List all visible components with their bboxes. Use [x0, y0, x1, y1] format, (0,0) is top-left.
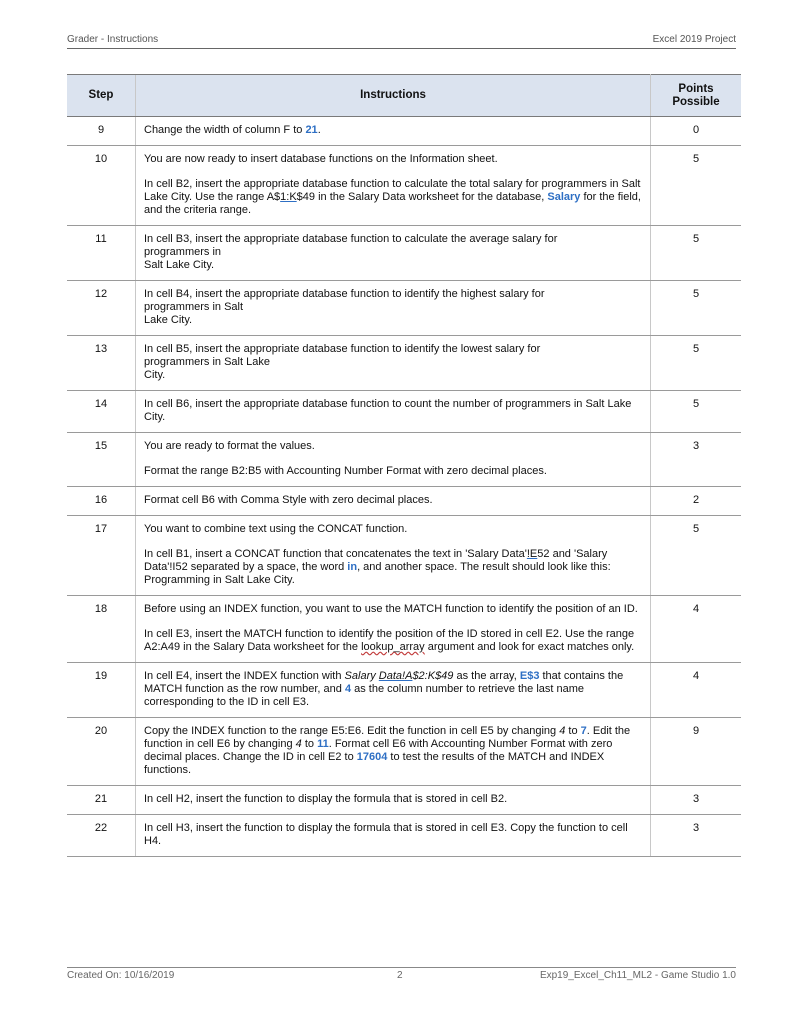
instruction-text: In cell B5, insert the appropriate database function to identify the lowest salary for programmers in Salt Lake City.	[136, 336, 651, 391]
step-number: 17	[67, 516, 136, 596]
points-value: 3	[651, 815, 742, 857]
table-row	[67, 146, 741, 226]
step-number: 13	[67, 336, 136, 391]
points-value: 0	[651, 117, 742, 146]
step-number: 22	[67, 815, 136, 857]
step-number: 18	[67, 596, 136, 663]
step-number: 11	[67, 226, 136, 281]
table-row	[67, 391, 741, 433]
step-number: 16	[67, 487, 136, 516]
points-value: 3	[651, 433, 742, 487]
instruction-text: Change the width of column F to 21.	[136, 117, 651, 146]
step-number: 19	[67, 663, 136, 718]
table-row	[67, 718, 741, 786]
table-row	[67, 516, 741, 596]
table-header-row	[67, 75, 741, 117]
instruction-text: In cell E4, insert the INDEX function with Salary Data!A$2:K$49 as the array, E$3 that contains the MATCH function as the row number, and 4 as the column number to retrieve the last name corresponding to the ID in cell E3.	[136, 663, 651, 718]
step-number: 14	[67, 391, 136, 433]
points-value: 9	[651, 718, 742, 786]
table-row	[67, 117, 741, 146]
instruction-text: In cell B4, insert the appropriate database function to identify the highest salary for programmers in Salt Lake City.	[136, 281, 651, 336]
step-number: 12	[67, 281, 136, 336]
points-value: 3	[651, 786, 742, 815]
table-row	[67, 786, 741, 815]
page-header	[67, 34, 736, 49]
points-value: 4	[651, 596, 742, 663]
instruction-text: Copy the INDEX function to the range E5:E6. Edit the function in cell E5 by changing 4 to 7. Edit the function in cell E6 by changing 4 to 11. Format cell E6 with Accounting Number Format with zero decimal places. Change the ID in cell E2 to 17604 to test the results of the MATCH and INDEX functions.	[136, 718, 651, 786]
step-number: 9	[67, 117, 136, 146]
table-row	[67, 487, 741, 516]
header-right: Excel 2019 Project	[652, 34, 736, 45]
table-row	[67, 281, 741, 336]
col-header-step: Step	[67, 75, 136, 117]
header-left: Grader - Instructions	[67, 34, 159, 45]
instruction-text: You are now ready to insert database functions on the Information sheet. In cell B2, insert the appropriate database function to calculate the total salary for programmers in Salt Lake City. Use the range A$1:K$49 in the Salary Data worksheet for the database, Salary for the field, and the criteria range.	[136, 146, 651, 226]
points-value: 4	[651, 663, 742, 718]
instruction-text: Format cell B6 with Comma Style with zero decimal places.	[136, 487, 651, 516]
footer-created-date: Created On: 10/16/2019	[67, 970, 175, 981]
points-value: 5	[651, 516, 742, 596]
instruction-text: In cell B6, insert the appropriate database function to count the number of programmers in Salt Lake City.	[136, 391, 651, 433]
table-row	[67, 226, 741, 281]
step-number: 21	[67, 786, 136, 815]
step-number: 10	[67, 146, 136, 226]
instruction-text: You want to combine text using the CONCAT function. In cell B1, insert a CONCAT function that concatenates the text in 'Salary Data'!E52 and 'Salary Data'!I52 separated by a space, the word in, and another space. The result should look like this: Programming in Salt Lake City.	[136, 516, 651, 596]
instruction-text: In cell B3, insert the appropriate database function to calculate the average salary for programmers in Salt Lake City.	[136, 226, 651, 281]
table-row	[67, 596, 741, 663]
footer-page-number: 2	[397, 970, 403, 981]
instructions-table	[67, 74, 741, 857]
col-header-points: Points Possible	[651, 75, 742, 117]
table-row	[67, 336, 741, 391]
points-value: 5	[651, 336, 742, 391]
points-value: 5	[651, 226, 742, 281]
step-number: 20	[67, 718, 136, 786]
table-row	[67, 433, 741, 487]
points-value: 5	[651, 391, 742, 433]
page-footer	[67, 967, 736, 984]
instruction-text: In cell H2, insert the function to display the formula that is stored in cell B2.	[136, 786, 651, 815]
footer-document-id: Exp19_Excel_Ch11_ML2 - Game Studio 1.0	[539, 970, 736, 981]
points-value: 2	[651, 487, 742, 516]
points-value: 5	[651, 281, 742, 336]
points-value: 5	[651, 146, 742, 226]
step-number: 15	[67, 433, 136, 487]
col-header-instructions: Instructions	[136, 75, 651, 117]
instruction-text: You are ready to format the values. Format the range B2:B5 with Accounting Number Format with zero decimal places.	[136, 433, 651, 487]
instruction-text: Before using an INDEX function, you want to use the MATCH function to identify the position of an ID. In cell E3, insert the MATCH function to identify the position of the ID stored in cell E2. Use the range A2:A49 in the Salary Data worksheet for the lookup_array argument and look for exact matches only.	[136, 596, 651, 663]
table-row	[67, 663, 741, 718]
instruction-text: In cell H3, insert the function to display the formula that is stored in cell E3. Copy the function to cell H4.	[136, 815, 651, 857]
table-row	[67, 815, 741, 857]
